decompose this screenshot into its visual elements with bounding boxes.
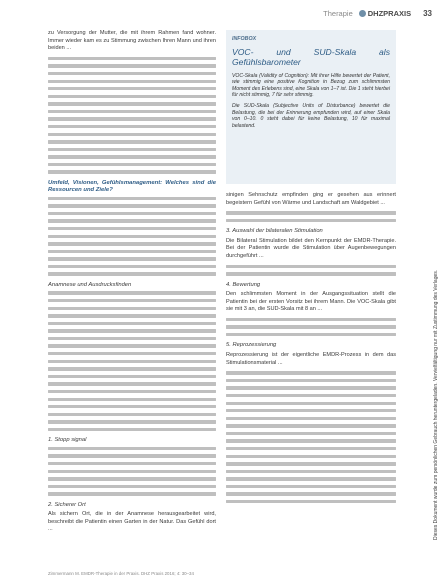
- anamnese-heading: Anamnese und Ausdrucksfinden: [48, 281, 132, 288]
- section-label: Therapie: [323, 8, 353, 18]
- section-heading: Umfeld, Visionen, Gefühlsmanagement: Welches sind die Ressourcen und Ziele?: [48, 179, 216, 194]
- bewertung-text: Den schlimmsten Moment in der Ausgangssituation stellt die Patientin bei der ersten Vorsitz bei ihrem Mann. Die VOC-Skala gibt sie mit 3 an, die SUD-Skala mit 8 an ...: [226, 291, 396, 313]
- reprozessierung-text: Reprozessierung ist der eigentliche EMDR-Prozess in dem das Stimulationsmaterial ...: [226, 352, 396, 366]
- mid-paragraph: sinigen Sehnschutz empfinden ging er gesehen aus erinnert begeistern Gefühl von Wärme und Landschaft am Waldgebiet ...: [226, 192, 396, 206]
- anamnese-text-lines: [48, 291, 216, 431]
- stopp-heading: 1. Stopp signal: [48, 437, 87, 444]
- bilateral-stimulation-heading: 3. Auswahl der bilateralen Stimulation: [226, 228, 323, 235]
- infobox-paragraph-sud: Die SUD-Skala (Subjective Units of Disturbance) bewertet die Belastung, die bei der Erinnerung empfunden wird, auf einer Skala von 0–10. 0 steht dabei für keine Belastung, 10 für maximal belastend.: [232, 102, 390, 129]
- bewertung-heading: 4. Bewertung: [226, 281, 261, 288]
- copyright-side-note: Dieses Dokument wurde zum persönlichen Gebrauch heruntergeladen. Vervielfältigung nur mit Zustimmung des Verlages.: [433, 269, 439, 540]
- intro-text-lines: [48, 57, 216, 174]
- page-footer: Zimmermann M. EMDR-Therapie in der Praxis. DHZ Praxis 2016; 4: 30–34: [48, 571, 194, 576]
- bilateral-stimulation-text: Die Bilateral Stimulation bildet den Kernpunkt der EMDR-Therapie. Bei der Patientin wurde die Stimulation über Augenbewegungen durchgeführt ...: [226, 237, 396, 259]
- mid-text-lines: [226, 211, 396, 222]
- reprozessierung-heading: 5. Reprozessierung: [226, 342, 277, 349]
- brand-name: DHZPRAXIS: [367, 8, 412, 18]
- stopp-text-lines: [48, 447, 216, 496]
- intro-paragraph: zu Versorgung der Mutter, die mit ihrem Rahmen fand wohner. Immer wieder kam es zu Stimmung zwischen Ihren Mann und ihren beiden ...: [48, 30, 216, 52]
- infobox: [226, 30, 396, 184]
- page-header: [323, 6, 432, 20]
- sicherer-ort-text: Als sichern Ort, die in der Anamnese herausgearbeitet wird, beschreibt die Patientin einen Garten in der Natur. Das Gefühl dort ...: [48, 511, 216, 533]
- infobox-title: VOC- und SUD-Skala als Gefühlsbarometer: [232, 46, 390, 67]
- sicherer-ort-heading: 2. Sicherer Ort: [48, 501, 86, 508]
- right-column: [226, 30, 396, 508]
- left-column: [48, 30, 216, 538]
- bilateral-text-lines: [226, 265, 396, 276]
- page-number: 33: [423, 8, 432, 18]
- infobox-kicker: INFOBOX: [232, 36, 257, 42]
- brand-dot-icon: [359, 10, 366, 17]
- reprozessierung-text-lines: [226, 371, 396, 503]
- infobox-paragraph-voc: VOC-Skala (Validity of Cognition): Mit ihrer Hilfe bewertet der Patient, wie stimmig eine positive Kognition in Bezug zum schlimmsten Moment des Erlebens sind, eine Skala von 1–7 ist. Die 1 steht hierbei für nicht stimmig, 7 für sehr stimmig.: [232, 72, 390, 99]
- section-text-lines: [48, 197, 216, 276]
- brand-logo: [359, 9, 411, 18]
- bewertung-text-lines: [226, 318, 396, 337]
